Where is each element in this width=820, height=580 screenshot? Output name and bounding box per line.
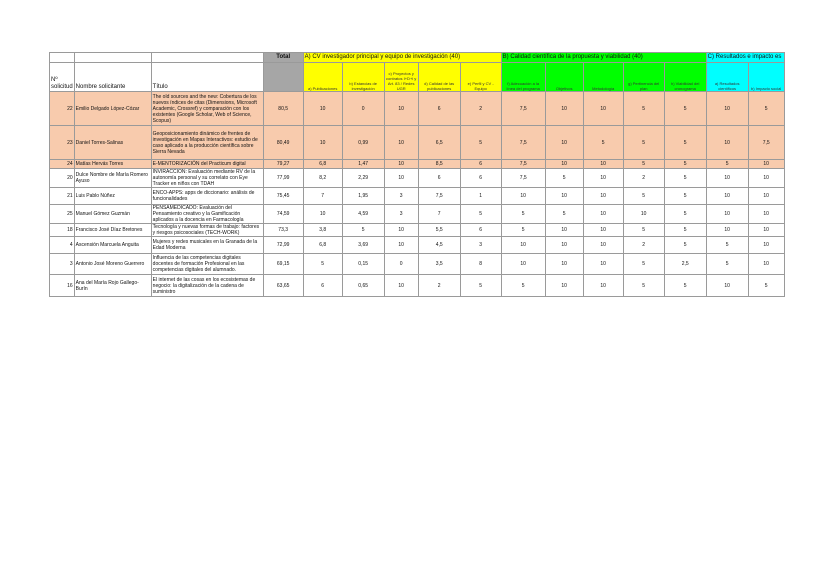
- criterion-score: 7,5: [501, 160, 545, 169]
- project-title: Influencia de las competencias digitales docentes de formación Profesional en las competencias digitales del alumnado.: [151, 254, 263, 275]
- criterion-score: 5: [664, 92, 706, 126]
- project-title: E-MENTORIZACIÓN del Practicum digital: [151, 160, 263, 169]
- criterion-score: 5,5: [418, 224, 460, 237]
- solicitud-number: 25: [50, 205, 75, 224]
- project-title: Mujeres y redes musicales en la Granada de la Edad Moderna: [151, 237, 263, 254]
- criterion-score: 10: [583, 237, 623, 254]
- table-row: [50, 205, 785, 224]
- solicitud-number: 18: [50, 224, 75, 237]
- total-score: 79,27: [263, 160, 303, 169]
- criterion-score: 4,5: [418, 237, 460, 254]
- criterion-score: 8,2: [303, 169, 342, 188]
- criterion-score: 10: [706, 275, 748, 297]
- criterion-score: 5: [623, 126, 664, 160]
- criterion-score: 5: [460, 275, 501, 297]
- applicant-name: Antonio José Moreno Guerrero: [74, 254, 151, 275]
- criterion-score: 10: [748, 254, 784, 275]
- criterion-score: 5: [623, 188, 664, 205]
- criterion-score: 10: [583, 205, 623, 224]
- criterion-score: 5: [664, 126, 706, 160]
- criterion-score: 3: [384, 205, 418, 224]
- total-score: 77,99: [263, 169, 303, 188]
- criterion-score: 5: [664, 275, 706, 297]
- criterion-score: 5: [460, 205, 501, 224]
- criterion-score: 7,5: [501, 169, 545, 188]
- criterion-score: 10: [748, 205, 784, 224]
- criterion-header: b) Impacto social: [748, 63, 784, 92]
- criterion-header: d) Calidad de las publicaciones: [418, 63, 460, 92]
- criterion-score: 10: [501, 237, 545, 254]
- criterion-score: 10: [384, 237, 418, 254]
- criterion-score: 5: [460, 126, 501, 160]
- header-blank: [50, 53, 75, 63]
- criterion-score: 10: [545, 254, 583, 275]
- criterion-score: 5: [664, 224, 706, 237]
- criterion-score: 5: [583, 126, 623, 160]
- criterion-score: 5: [623, 92, 664, 126]
- criterion-score: 5: [706, 237, 748, 254]
- criterion-score: 0,15: [342, 254, 384, 275]
- table-row: [50, 275, 785, 297]
- spreadsheet-table: [49, 52, 785, 297]
- criterion-score: 5: [501, 224, 545, 237]
- criterion-score: 10: [583, 254, 623, 275]
- criterion-score: 3,69: [342, 237, 384, 254]
- criterion-score: 5: [748, 275, 784, 297]
- solicitud-number: 16: [50, 275, 75, 297]
- applicant-name: Luis Pablo Núñez: [74, 188, 151, 205]
- solicitud-number: 23: [50, 126, 75, 160]
- criterion-score: 5: [706, 160, 748, 169]
- criterion-score: 10: [384, 275, 418, 297]
- applicant-name: Emilio Delgado López-Cózar: [74, 92, 151, 126]
- criterion-score: 5: [664, 237, 706, 254]
- criterion-score: 5: [303, 254, 342, 275]
- criterion-score: 5: [623, 275, 664, 297]
- criterion-score: 10: [384, 92, 418, 126]
- criterion-score: 5: [664, 160, 706, 169]
- project-title: ENCO-APPS: apps de diccionario: análisis de funcionalidades: [151, 188, 263, 205]
- criterion-score: 10: [384, 160, 418, 169]
- criterion-score: 5: [664, 169, 706, 188]
- project-title: El internet de las cosas en los ecosistemas de negocio: la digitalización de la cadena de suministro: [151, 275, 263, 297]
- criterion-score: 2,29: [342, 169, 384, 188]
- criterion-score: 6: [418, 92, 460, 126]
- criterion-score: 6: [303, 275, 342, 297]
- applicant-name: Dulce Nombre de María Romero Ayuso: [74, 169, 151, 188]
- project-title: Tecnología y nuevas formas de trabajo: factores y riesgos psicosociales (TECH-WORK): [151, 224, 263, 237]
- criterion-score: 10: [583, 160, 623, 169]
- project-title: PENSAMEDICADO: Evaluación del Pensamiento creativo y la Gamificación aplicados a la docencia en Farmacología: [151, 205, 263, 224]
- criterion-score: 10: [748, 188, 784, 205]
- criterion-score: 7,5: [748, 126, 784, 160]
- applicant-name: Francisco José Díaz Bretones: [74, 224, 151, 237]
- table-row: [50, 188, 785, 205]
- titulo-header: Título: [151, 63, 263, 92]
- criterion-score: 10: [748, 160, 784, 169]
- criterion-score: 1,47: [342, 160, 384, 169]
- criterion-header: Objetivos: [545, 63, 583, 92]
- solicitud-number: 24: [50, 160, 75, 169]
- criterion-score: 10: [384, 224, 418, 237]
- criterion-score: 3,8: [303, 224, 342, 237]
- criterion-score: 6,8: [303, 237, 342, 254]
- criterion-header: c) Proyectos y contratos I+D+i y Art. 83 / Redes UGR: [384, 63, 418, 92]
- criterion-score: 10: [545, 92, 583, 126]
- criterion-score: 6: [460, 160, 501, 169]
- criterion-score: 5: [623, 254, 664, 275]
- criterion-score: 8: [460, 254, 501, 275]
- criterion-score: 10: [384, 169, 418, 188]
- criterion-score: 5: [545, 169, 583, 188]
- criterion-score: 10: [545, 275, 583, 297]
- criterion-score: 6: [460, 169, 501, 188]
- criterion-score: 5: [664, 188, 706, 205]
- total-header: Total: [263, 53, 303, 63]
- criterion-score: 0: [384, 254, 418, 275]
- criterion-score: 10: [501, 188, 545, 205]
- criterion-score: 10: [303, 205, 342, 224]
- criterion-score: 5: [501, 205, 545, 224]
- total-score: 80,5: [263, 92, 303, 126]
- total-score: 63,65: [263, 275, 303, 297]
- project-title: INVIRACCION: Evaluación mediante RV de la autonomía personal y su correlato con Eye Tracker en niños con TDAH: [151, 169, 263, 188]
- solicitud-number: 3: [50, 254, 75, 275]
- applicant-name: Ascensión Marcuela Anguita: [74, 237, 151, 254]
- criterion-score: 0: [342, 92, 384, 126]
- applicant-name: Ana del María Rojo Gallego-Burín: [74, 275, 151, 297]
- criterion-score: 5: [623, 224, 664, 237]
- nombre-header: Nombre solicitante: [74, 63, 151, 92]
- header-row-groups: [50, 53, 785, 63]
- criterion-score: 0,99: [342, 126, 384, 160]
- criterion-score: 5: [545, 205, 583, 224]
- criterion-header: a) Resultados científicos: [706, 63, 748, 92]
- group-b-header: B) Calidad científica de la propuesta y viabilidad (40): [501, 53, 706, 63]
- table-row: [50, 224, 785, 237]
- total-score: 72,99: [263, 237, 303, 254]
- criterion-score: 10: [706, 126, 748, 160]
- total-subheader: [263, 63, 303, 92]
- criterion-score: 10: [706, 92, 748, 126]
- criterion-score: 10: [384, 126, 418, 160]
- criterion-score: 10: [545, 160, 583, 169]
- applicant-name: Matías Hervás Torres: [74, 160, 151, 169]
- total-score: 73,3: [263, 224, 303, 237]
- solicitud-number: 4: [50, 237, 75, 254]
- criterion-score: 10: [748, 224, 784, 237]
- criterion-score: 1,95: [342, 188, 384, 205]
- group-a-header: A) CV investigador principal y equipo de investigación (40): [303, 53, 501, 63]
- criterion-score: 10: [706, 188, 748, 205]
- table-row: [50, 160, 785, 169]
- criterion-score: 3: [384, 188, 418, 205]
- total-score: 80,49: [263, 126, 303, 160]
- table-row: [50, 169, 785, 188]
- criterion-header: h) Viabilidad del cronograma: [664, 63, 706, 92]
- solicitud-number: 22: [50, 92, 75, 126]
- criterion-score: 2: [418, 275, 460, 297]
- header-blank: [151, 53, 263, 63]
- criterion-score: 8,5: [418, 160, 460, 169]
- criterion-score: 3: [460, 237, 501, 254]
- criterion-score: 6,5: [418, 126, 460, 160]
- criterion-score: 10: [583, 224, 623, 237]
- criterion-score: 10: [545, 237, 583, 254]
- table-row: [50, 126, 785, 160]
- criterion-score: 7: [418, 205, 460, 224]
- criterion-score: 10: [583, 169, 623, 188]
- total-score: 69,15: [263, 254, 303, 275]
- criterion-score: 10: [583, 188, 623, 205]
- criterion-header: g) Pertinencia del plan: [623, 63, 664, 92]
- criterion-score: 3,5: [418, 254, 460, 275]
- criterion-score: 10: [706, 205, 748, 224]
- criterion-score: 10: [583, 92, 623, 126]
- criterion-score: 10: [303, 126, 342, 160]
- criterion-score: 0,65: [342, 275, 384, 297]
- criterion-score: 10: [706, 224, 748, 237]
- criterion-score: 2: [460, 92, 501, 126]
- table-row: [50, 254, 785, 275]
- table-row: [50, 92, 785, 126]
- criterion-score: 5: [623, 160, 664, 169]
- criterion-score: 2: [623, 169, 664, 188]
- criterion-header: f) Adecuación a la línea del programa: [501, 63, 545, 92]
- criterion-score: 10: [623, 205, 664, 224]
- applicant-name: Daniel Torres-Salinas: [74, 126, 151, 160]
- criterion-score: 4,59: [342, 205, 384, 224]
- total-score: 75,45: [263, 188, 303, 205]
- criterion-score: 6,8: [303, 160, 342, 169]
- criterion-score: 10: [706, 169, 748, 188]
- header-row-columns: [50, 63, 785, 92]
- criterion-score: 10: [748, 237, 784, 254]
- table-row: [50, 237, 785, 254]
- table-body: [50, 92, 785, 297]
- criterion-score: 2,5: [664, 254, 706, 275]
- criterion-score: 2: [623, 237, 664, 254]
- criterion-score: 5: [748, 92, 784, 126]
- criterion-score: 7,5: [418, 188, 460, 205]
- criterion-header: a) Publicaciones: [303, 63, 342, 92]
- criterion-score: 10: [545, 224, 583, 237]
- criterion-score: 5: [664, 205, 706, 224]
- criterion-score: 6: [418, 169, 460, 188]
- criterion-score: 10: [583, 275, 623, 297]
- criterion-header: b) Estancias de investigación: [342, 63, 384, 92]
- criterion-score: 5: [706, 254, 748, 275]
- header-blank: [74, 53, 151, 63]
- criterion-score: 10: [303, 92, 342, 126]
- criterion-score: 7,5: [501, 126, 545, 160]
- criterion-score: 6: [460, 224, 501, 237]
- criterion-score: 10: [748, 169, 784, 188]
- project-title: The old sources and the new: Cobertura de los nuevos índices de citas (Dimensions, Microsoft Academic, Crossref) y comparación con los existentes (Google Scholar, Web of Science, Scopus): [151, 92, 263, 126]
- solicitud-number: 20: [50, 169, 75, 188]
- criterion-score: 1: [460, 188, 501, 205]
- total-score: 74,59: [263, 205, 303, 224]
- criterion-header: e) Perfil y CV - Equipo: [460, 63, 501, 92]
- criterion-score: 7,5: [501, 92, 545, 126]
- project-title: Geoposicionamiento dinámico de frentes de investigación en Mapas Interactivos: estudio de caso aplicado a la producción científica sobre Sierra Nevada: [151, 126, 263, 160]
- criterion-score: 10: [501, 254, 545, 275]
- criterion-score: 10: [545, 188, 583, 205]
- group-c-header: C) Resultados e impacto es: [706, 53, 784, 63]
- criterion-score: 5: [342, 224, 384, 237]
- criterion-score: 10: [545, 126, 583, 160]
- applicant-name: Manuel Gómez Guzmán: [74, 205, 151, 224]
- num-solicitud-header: Nº solicitud: [50, 63, 75, 92]
- criterion-score: 5: [501, 275, 545, 297]
- solicitud-number: 21: [50, 188, 75, 205]
- criterion-score: 7: [303, 188, 342, 205]
- criterion-header: Metodología: [583, 63, 623, 92]
